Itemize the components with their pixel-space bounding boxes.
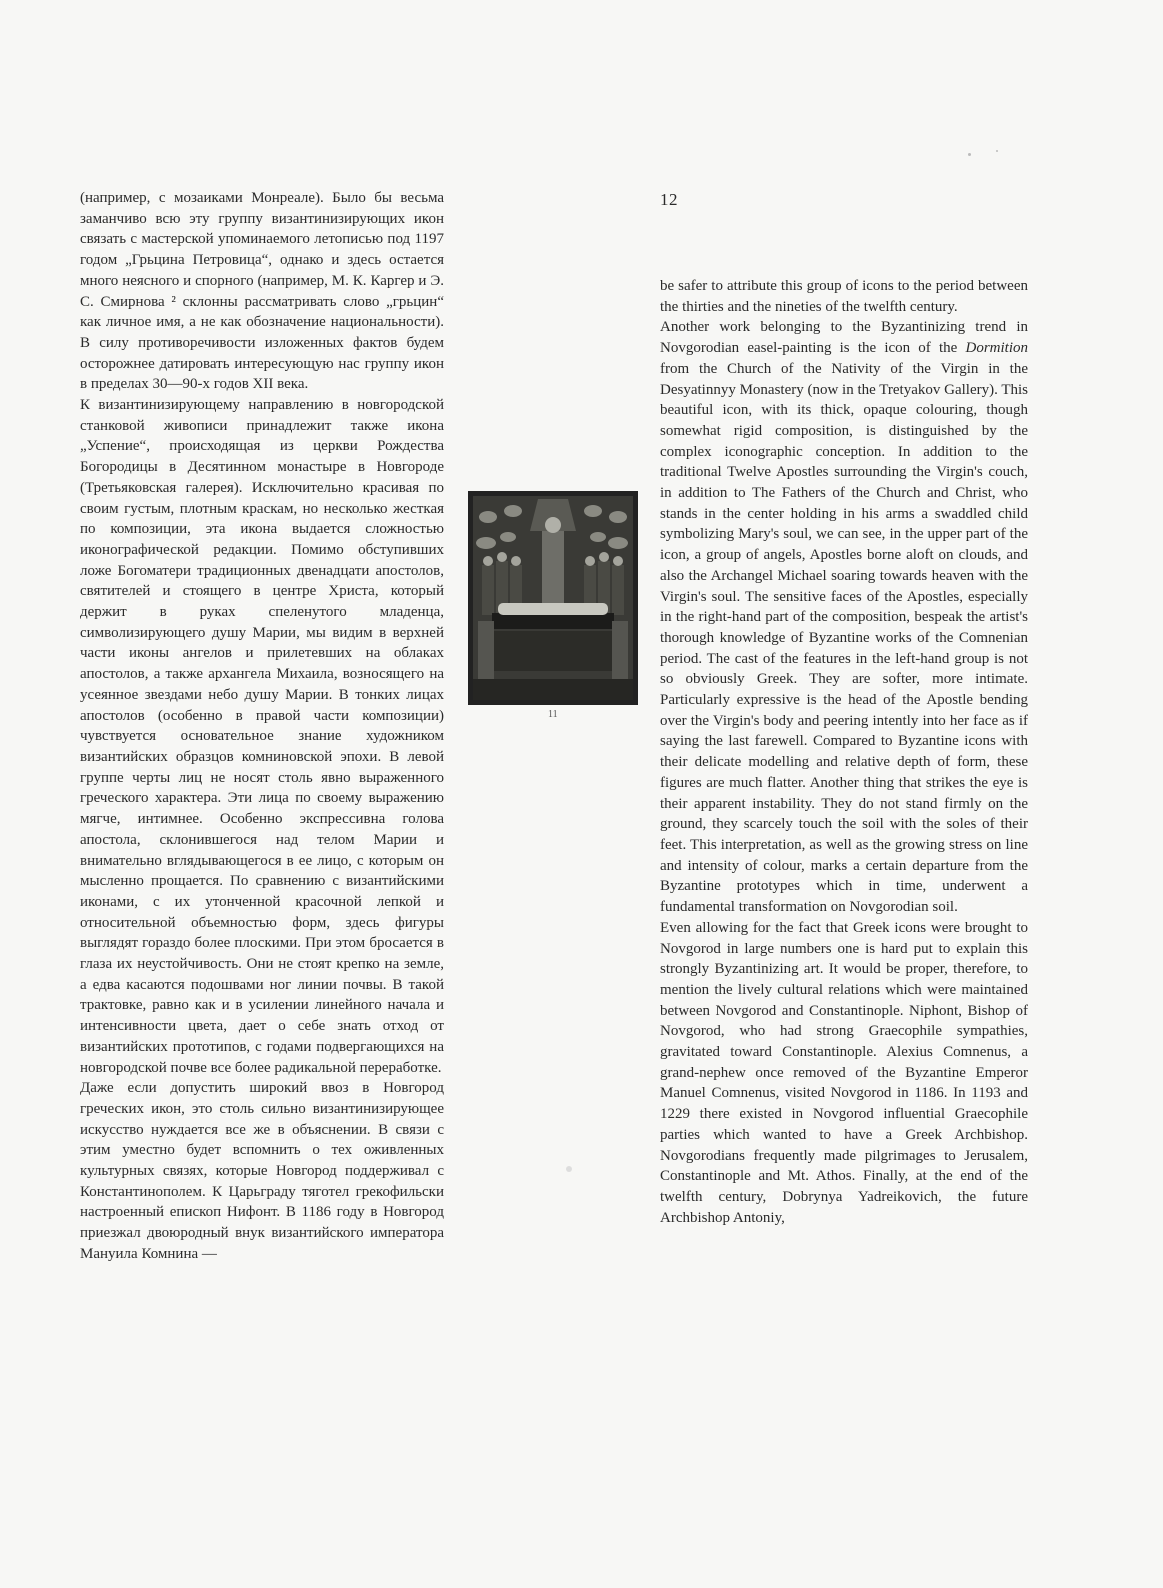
english-text-column (660, 276, 1028, 1228)
english-paragraph-2-start: Another work belonging to the Byzantinizing trend in Novgorodian easel-painting is the icon of the (660, 319, 1028, 357)
scan-speck (566, 1166, 572, 1172)
scan-speck (968, 153, 971, 156)
russian-paragraph-2: К византинизирующему направлению в новгородской станковой живописи принадлежит также икона „Успение“, происходящая из церкви Рождества Богородицы в Десятинном монастыре в Новгороде (Третьяковская галерея). Исключительно красивая по своим густым, плотным краскам, но несколько жесткая по композиции, эта икона выдается сложностью иконографической редакции. Помимо обступивших ложе Богоматери традиционных двенадцати апостолов, святителей и стоящего в центре Христа, который держит в руках спеленутого младенца, символизирующего душу Марии, мы видим в верхней части иконы ангелов и прилетевших на облаках апостолов, а также архангела Михаила, возносящего на усеянное звездами небо душу Марии. В тонких лицах апостолов (особенно в правой части композиции) чувствуется основательное знание художником византийских образцов комниновской эпохи. В левой группе черты лиц не носят столь явно выраженного греческого характера. Эти лица по своему выражению мягче, интимнее. Особенно экспрессивна голова апостола, склонившегося над телом Марии и внимательно вглядывающегося в ее лицо, с которым он мысленно прощается. По сравнению с византийскими иконами, с их утонченной красочной лепкой и относительной объемностью форм, здесь фигуры выглядят гораздо более плоскими. При этом бросается в глаза их неустойчивость. Они не стоят крепко на земле, а едва касаются подошвами ног линии почвы. В такой трактовке, равно как и в усилении линейного начала и интенсивности цвета, дает о себе знать отход от византийских прототипов, с годами подвергающихся на новгородской почве все более радикальной переработке. (80, 397, 444, 1076)
page-number: 12 (660, 190, 678, 209)
russian-paragraph-3: Даже если допустить широкий ввоз в Новгород греческих икон, это столь сильно византинизирующее искусство нуждается все же в объяснении. В связи с этим уместно будет вспомнить о тех оживленных культурных связях, которые Новгород поддерживал с Константинополем. К Царьграду тяготел грекофильски настроенный епископ Нифонт. В 1186 году в Новгород приезжал двоюродный внук византийского императора Мануила Комнина — (80, 1080, 444, 1262)
english-paragraph-2-rest: from the Church of the Nativity of the Virgin in the Desyatinnyy Monastery (now in the Tretyakov Gallery). This beautiful icon, with its thick, opaque colouring, though somewhat rigid composition, is distinguished by the complex iconographic conception. In addition to the traditional Twelve Apostles surrounding the Virgin's couch, in addition to The Fathers of the Church and Christ, who stands in the center holding in his arms a swaddled child symbolizing Mary's soul, we can see, in the upper part of the icon, a group of angels, Apostles borne aloft on clouds, and also the Archangel Michael soaring towards heaven with the Virgin's soul. The sensitive faces of the Apostles, especially in the right-hand part of the composition, bespeak the artist's thorough knowledge of Byzantine works of the Comnenian period. The cast of the features in the left-hand group is not so obviously Greek. They are softer, more intimate. Particularly expressive is the head of the Apostle bending over the Virgin's body and peering intently into her face as if saying the last farewell. Compared to Byzantine icons with their delicate modelling and relative depth of form, these figures are much flatter. Another thing that strikes the eye is their apparent instability. They do not stand firmly on the ground, they scarcely touch the soil with the soles of their feet. This interpretation, as well as the growing stress on line and intensity of colour, marks a certain departure from the Byzantine prototypes which in time, underwent a fundamental transformation on Novgorodian soil. (660, 360, 1029, 916)
english-paragraph-1: be safer to attribute this group of icons to the period between the thirties and the nineties of the twelfth century. (660, 278, 1028, 315)
icon-title-dormition: Dormition (965, 340, 1028, 357)
dormition-icon-image (468, 491, 638, 705)
figure-caption: 11 (548, 709, 558, 720)
english-paragraph-3: Even allowing for the fact that Greek icons were brought to Novgorod in large numbers one is hard put to explain this strongly Byzantinizing art. It would be proper, therefore, to mention the lively cultural relations which were maintained between Novgorod and Constantinople. Niphont, Bishop of Novgorod, who had strong Graecophile sympathies, gravitated toward Constantinople. Alexius Comnenus, a grand-nephew once removed of the Byzantine Emperor Manuel Comnenus, visited Novgorod in 1186. In 1193 and 1229 there existed in Novgorod influential Graecophile parties which wanted to have a Greek Archbishop. Novgorodians frequently made pilgrimages to Jerusalem, Constantinople and Mt. Athos. Finally, at the end of the twelfth century, Dobrynya Yadreikovich, the future Archbishop Antoniy, (660, 919, 1028, 1226)
dormition-icon-illustration (468, 491, 638, 705)
scan-speck (996, 150, 998, 152)
russian-text-column (80, 188, 444, 1265)
russian-paragraph-1: (например, с мозаиками Монреале). Было бы весьма заманчиво всю эту группу византинизирующих икон связать с мастерской упоминаемого летописью под 1197 годом „Грьцина Петровица“, однако и здесь остается много неясного и спорного (например, М. К. Каргер и Э. С. Смирнова ² склонны рассматривать слово „грьцин“ как личное имя, а не как обозначение национальности). В силу противоречивости изложенных фактов будем осторожнее датировать интересующую нас группу икон в пределах 30—90-х годов XII века. (80, 190, 444, 393)
english-paragraph-2 (660, 317, 1028, 917)
